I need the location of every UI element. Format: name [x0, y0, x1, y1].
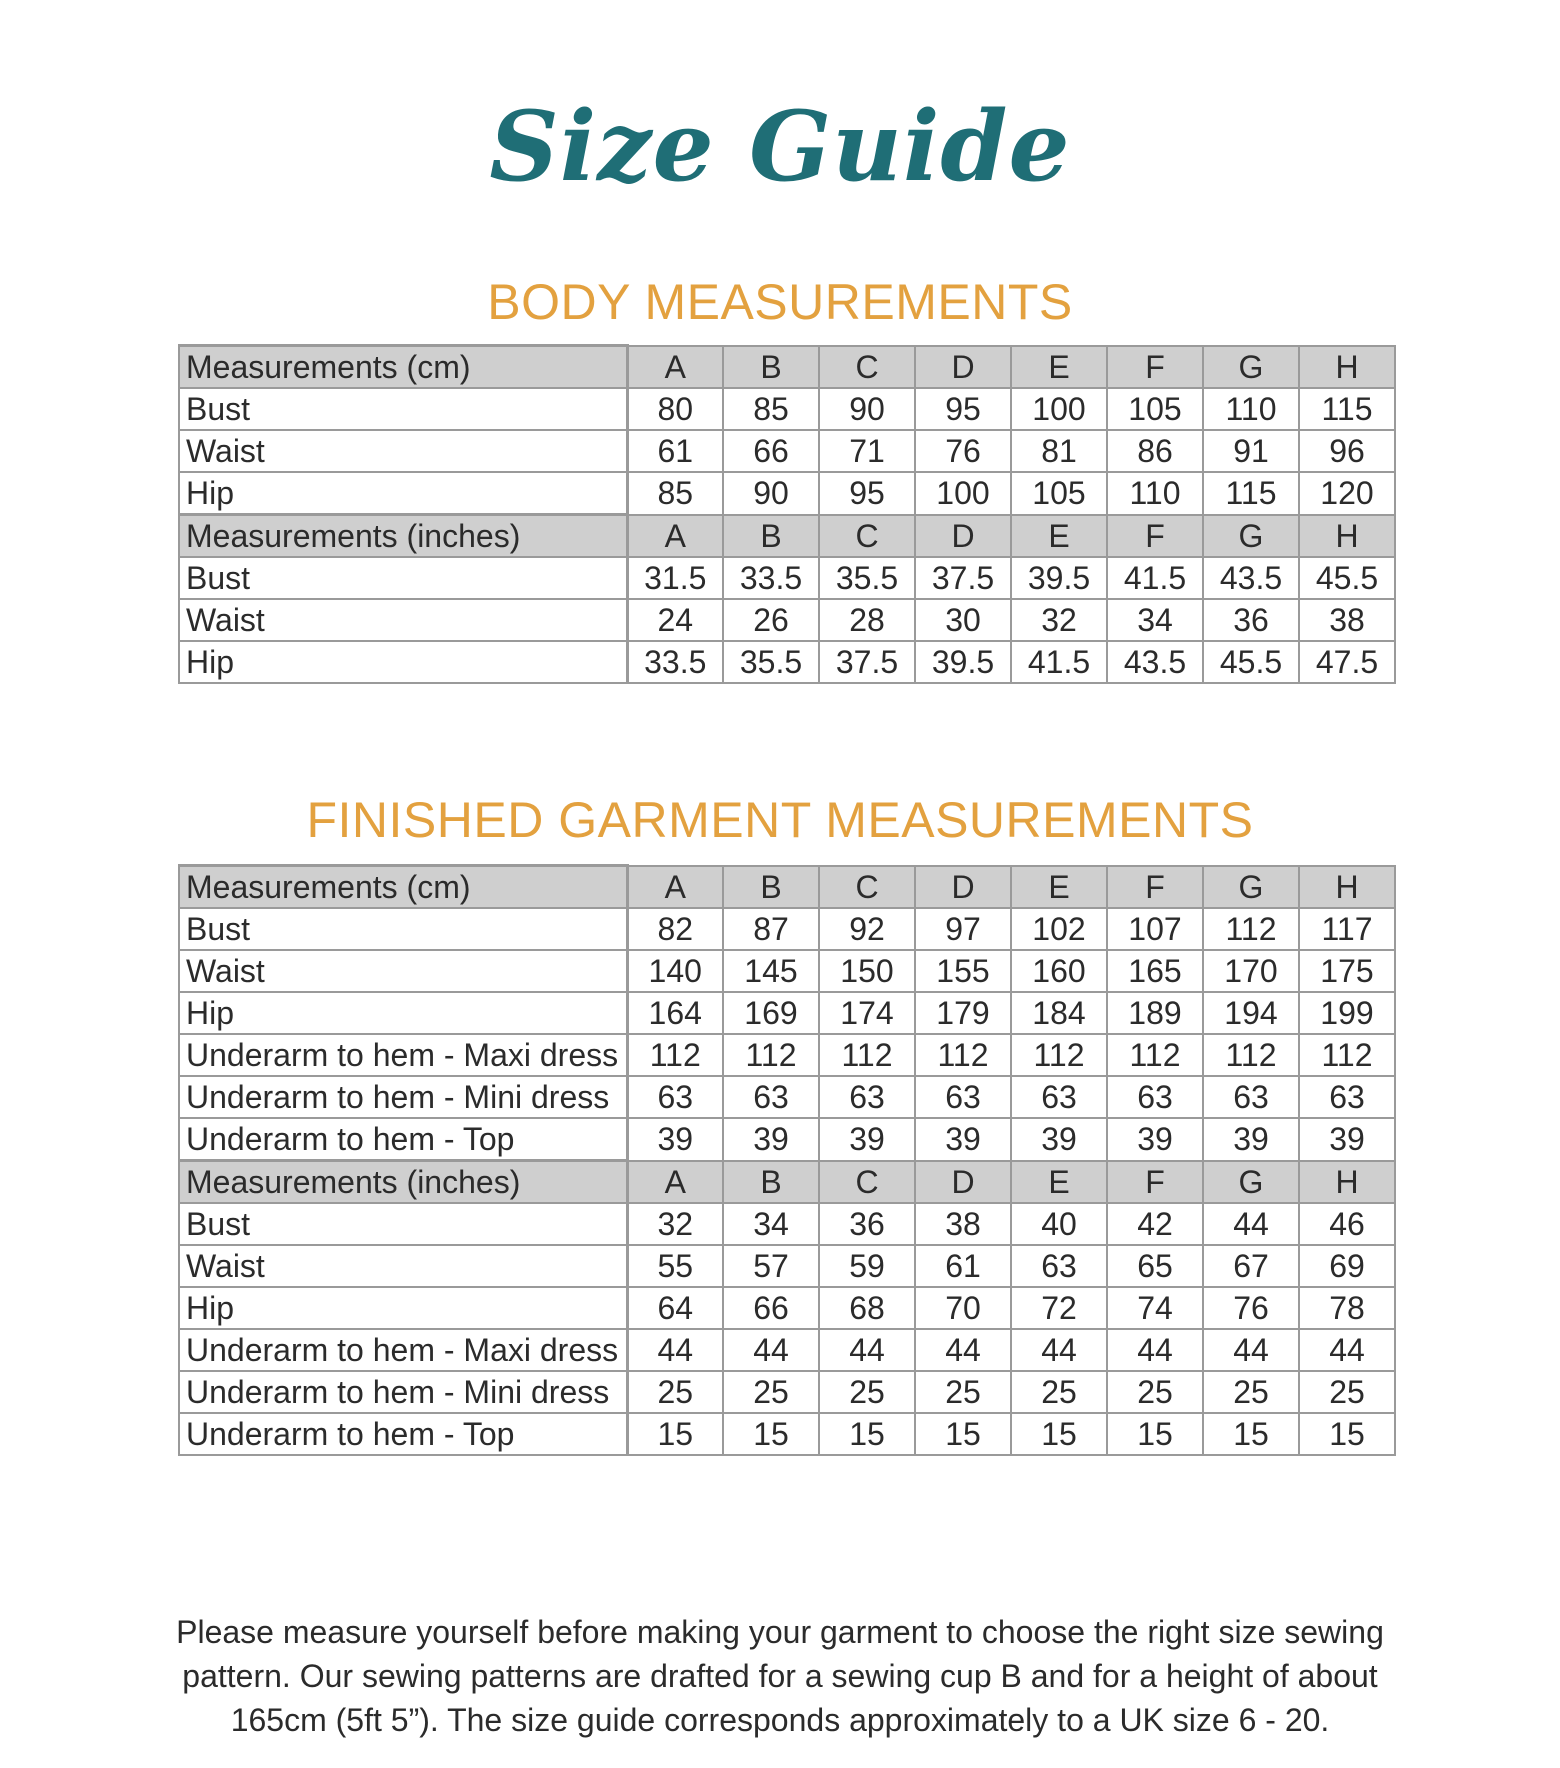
measurement-value: 107: [1107, 908, 1203, 950]
size-header-g: G: [1203, 515, 1299, 558]
measurement-value: 36: [819, 1203, 915, 1245]
measurement-value: 15: [1203, 1413, 1299, 1455]
measurement-value: 90: [723, 472, 819, 515]
measurement-value: 39: [723, 1118, 819, 1161]
measurement-value: 76: [1203, 1287, 1299, 1329]
measurement-value: 63: [1011, 1076, 1107, 1118]
measurement-value: 24: [627, 599, 723, 641]
measurement-value: 117: [1299, 908, 1395, 950]
measurement-value: 39: [1011, 1118, 1107, 1161]
measurement-value: 45.5: [1203, 641, 1299, 683]
measurement-value: 69: [1299, 1245, 1395, 1287]
measurement-value: 100: [915, 472, 1011, 515]
measurements-header-label: Measurements (inches): [179, 515, 627, 558]
size-header-h: H: [1299, 515, 1395, 558]
row-label: Bust: [179, 908, 627, 950]
row-label: Waist: [179, 599, 627, 641]
measurement-value: 100: [1011, 388, 1107, 430]
size-header-row: [179, 866, 1395, 909]
measurement-value: 120: [1299, 472, 1395, 515]
measurement-value: 32: [627, 1203, 723, 1245]
measurement-value: 165: [1107, 950, 1203, 992]
table-row: [179, 1287, 1395, 1329]
measurement-value: 63: [1107, 1076, 1203, 1118]
size-header-a: A: [627, 515, 723, 558]
size-header-a: A: [627, 866, 723, 909]
row-label: Underarm to hem - Maxi dress: [179, 1329, 627, 1371]
garment-measurements-title: FINISHED GARMENT MEASUREMENTS: [306, 792, 1254, 848]
measurement-value: 25: [1203, 1371, 1299, 1413]
measurement-value: 15: [723, 1413, 819, 1455]
measurement-value: 150: [819, 950, 915, 992]
table-row: [179, 557, 1395, 599]
measurement-value: 112: [1203, 1034, 1299, 1076]
size-header-row: [179, 1161, 1395, 1204]
measurement-value: 39: [627, 1118, 723, 1161]
size-header-row: [179, 346, 1395, 389]
measurement-value: 71: [819, 430, 915, 472]
measurement-value: 82: [627, 908, 723, 950]
measurement-value: 112: [723, 1034, 819, 1076]
measurement-value: 25: [1011, 1371, 1107, 1413]
measurement-value: 78: [1299, 1287, 1395, 1329]
measurement-value: 112: [915, 1034, 1011, 1076]
size-header-e: E: [1011, 1161, 1107, 1204]
table-row: [179, 641, 1395, 683]
measurement-value: 42: [1107, 1203, 1203, 1245]
measurements-header-label: Measurements (cm): [179, 866, 627, 909]
size-header-a: A: [627, 346, 723, 389]
measurement-value: 66: [723, 1287, 819, 1329]
measurement-value: 46: [1299, 1203, 1395, 1245]
size-header-b: B: [723, 515, 819, 558]
measurement-value: 92: [819, 908, 915, 950]
size-header-e: E: [1011, 515, 1107, 558]
size-header-b: B: [723, 1161, 819, 1204]
measurement-value: 63: [1203, 1076, 1299, 1118]
measurement-value: 39: [1299, 1118, 1395, 1161]
table-row: [179, 599, 1395, 641]
measurement-value: 179: [915, 992, 1011, 1034]
size-header-g: G: [1203, 346, 1299, 389]
table-row: [179, 908, 1395, 950]
table-row: [179, 430, 1395, 472]
measurement-value: 44: [627, 1329, 723, 1371]
measurement-value: 96: [1299, 430, 1395, 472]
measurement-value: 40: [1011, 1203, 1107, 1245]
measurement-value: 169: [723, 992, 819, 1034]
size-guide-footnote: Please measure yourself before making your garment to choose the right size sewing pattern. Our sewing patterns are drafted for a sewing cup B and for a height of about 165cm (5ft 5”). The size guide corresponds approximately to a UK size 6 - 20.: [176, 1614, 1384, 1738]
measurement-value: 43.5: [1203, 557, 1299, 599]
measurement-value: 31.5: [627, 557, 723, 599]
row-label: Hip: [179, 1287, 627, 1329]
measurement-value: 95: [819, 472, 915, 515]
measurement-value: 15: [1299, 1413, 1395, 1455]
measurement-value: 39: [1107, 1118, 1203, 1161]
measurement-value: 55: [627, 1245, 723, 1287]
size-header-b: B: [723, 866, 819, 909]
table-row: [179, 1118, 1395, 1161]
measurement-value: 25: [1107, 1371, 1203, 1413]
measurement-value: 65: [1107, 1245, 1203, 1287]
size-header-b: B: [723, 346, 819, 389]
measurement-value: 43.5: [1107, 641, 1203, 683]
measurement-value: 28: [819, 599, 915, 641]
measurement-value: 63: [1011, 1245, 1107, 1287]
row-label: Bust: [179, 1203, 627, 1245]
row-label: Underarm to hem - Mini dress: [179, 1076, 627, 1118]
row-label: Waist: [179, 430, 627, 472]
measurement-value: 140: [627, 950, 723, 992]
size-header-f: F: [1107, 346, 1203, 389]
measurement-value: 39: [819, 1118, 915, 1161]
measurement-value: 44: [1299, 1329, 1395, 1371]
size-header-c: C: [819, 1161, 915, 1204]
measurement-value: 81: [1011, 430, 1107, 472]
body-measurements-title: BODY MEASUREMENTS: [487, 274, 1073, 330]
measurement-value: 34: [723, 1203, 819, 1245]
table-row: [179, 388, 1395, 430]
measurement-value: 25: [723, 1371, 819, 1413]
measurement-value: 68: [819, 1287, 915, 1329]
measurement-value: 37.5: [915, 557, 1011, 599]
measurement-value: 76: [915, 430, 1011, 472]
measurement-value: 30: [915, 599, 1011, 641]
size-header-c: C: [819, 346, 915, 389]
measurement-value: 33.5: [627, 641, 723, 683]
measurement-value: 174: [819, 992, 915, 1034]
measurement-value: 63: [723, 1076, 819, 1118]
measurement-value: 39.5: [915, 641, 1011, 683]
table-row: [179, 1034, 1395, 1076]
table-row: [179, 472, 1395, 515]
measurement-value: 184: [1011, 992, 1107, 1034]
measurement-value: 97: [915, 908, 1011, 950]
measurement-value: 66: [723, 430, 819, 472]
measurement-value: 25: [627, 1371, 723, 1413]
row-label: Underarm to hem - Top: [179, 1118, 627, 1161]
size-header-c: C: [819, 866, 915, 909]
measurement-value: 57: [723, 1245, 819, 1287]
row-label: Hip: [179, 472, 627, 515]
size-header-d: D: [915, 515, 1011, 558]
measurement-value: 112: [1203, 908, 1299, 950]
measurement-value: 63: [819, 1076, 915, 1118]
row-label: Waist: [179, 950, 627, 992]
measurement-value: 44: [819, 1329, 915, 1371]
size-header-h: H: [1299, 866, 1395, 909]
measurement-value: 44: [1203, 1203, 1299, 1245]
row-label: Underarm to hem - Mini dress: [179, 1371, 627, 1413]
size-header-f: F: [1107, 1161, 1203, 1204]
measurement-value: 160: [1011, 950, 1107, 992]
measurement-value: 72: [1011, 1287, 1107, 1329]
measurement-value: 105: [1107, 388, 1203, 430]
measurement-value: 38: [1299, 599, 1395, 641]
measurement-value: 15: [627, 1413, 723, 1455]
measurement-value: 115: [1203, 472, 1299, 515]
measurement-value: 45.5: [1299, 557, 1395, 599]
size-header-f: F: [1107, 866, 1203, 909]
size-header-g: G: [1203, 1161, 1299, 1204]
measurement-value: 15: [819, 1413, 915, 1455]
measurement-value: 102: [1011, 908, 1107, 950]
measurement-value: 145: [723, 950, 819, 992]
measurement-value: 39: [1203, 1118, 1299, 1161]
size-header-e: E: [1011, 866, 1107, 909]
measurement-value: 44: [915, 1329, 1011, 1371]
measurement-value: 44: [723, 1329, 819, 1371]
measurement-value: 15: [1107, 1413, 1203, 1455]
table-row: [179, 950, 1395, 992]
size-header-d: D: [915, 866, 1011, 909]
measurement-value: 112: [627, 1034, 723, 1076]
measurement-value: 61: [915, 1245, 1011, 1287]
table-row: [179, 1329, 1395, 1371]
measurement-value: 39: [915, 1118, 1011, 1161]
measurement-value: 35.5: [723, 641, 819, 683]
measurement-value: 25: [819, 1371, 915, 1413]
measurement-value: 155: [915, 950, 1011, 992]
measurement-value: 112: [1299, 1034, 1395, 1076]
measurement-value: 86: [1107, 430, 1203, 472]
measurement-value: 170: [1203, 950, 1299, 992]
size-header-a: A: [627, 1161, 723, 1204]
garment-measurements-table: [178, 864, 1396, 1456]
measurement-value: 25: [915, 1371, 1011, 1413]
page-title: Size Guide: [489, 90, 1071, 204]
size-header-d: D: [915, 346, 1011, 389]
row-label: Underarm to hem - Maxi dress: [179, 1034, 627, 1076]
table-row: [179, 1076, 1395, 1118]
size-header-h: H: [1299, 346, 1395, 389]
measurement-value: 47.5: [1299, 641, 1395, 683]
measurement-value: 59: [819, 1245, 915, 1287]
measurements-header-label: Measurements (cm): [179, 346, 627, 389]
measurement-value: 15: [915, 1413, 1011, 1455]
measurement-value: 175: [1299, 950, 1395, 992]
row-label: Bust: [179, 557, 627, 599]
measurement-value: 44: [1011, 1329, 1107, 1371]
measurement-value: 41.5: [1011, 641, 1107, 683]
measurement-value: 112: [1011, 1034, 1107, 1076]
measurement-value: 199: [1299, 992, 1395, 1034]
row-label: Waist: [179, 1245, 627, 1287]
row-label: Hip: [179, 641, 627, 683]
measurement-value: 80: [627, 388, 723, 430]
measurement-value: 25: [1299, 1371, 1395, 1413]
measurement-value: 95: [915, 388, 1011, 430]
measurement-value: 38: [915, 1203, 1011, 1245]
measurement-value: 63: [1299, 1076, 1395, 1118]
measurement-value: 194: [1203, 992, 1299, 1034]
measurement-value: 44: [1107, 1329, 1203, 1371]
measurement-value: 63: [627, 1076, 723, 1118]
size-header-e: E: [1011, 346, 1107, 389]
size-header-h: H: [1299, 1161, 1395, 1204]
measurement-value: 15: [1011, 1413, 1107, 1455]
size-header-f: F: [1107, 515, 1203, 558]
measurement-value: 115: [1299, 388, 1395, 430]
measurement-value: 87: [723, 908, 819, 950]
measurement-value: 33.5: [723, 557, 819, 599]
measurement-value: 91: [1203, 430, 1299, 472]
size-header-row: [179, 515, 1395, 558]
row-label: Bust: [179, 388, 627, 430]
measurement-value: 70: [915, 1287, 1011, 1329]
measurement-value: 85: [723, 388, 819, 430]
measurement-value: 74: [1107, 1287, 1203, 1329]
size-header-g: G: [1203, 866, 1299, 909]
measurement-value: 64: [627, 1287, 723, 1329]
measurement-value: 34: [1107, 599, 1203, 641]
measurement-value: 67: [1203, 1245, 1299, 1287]
size-header-c: C: [819, 515, 915, 558]
measurement-value: 41.5: [1107, 557, 1203, 599]
measurement-value: 36: [1203, 599, 1299, 641]
table-row: [179, 1371, 1395, 1413]
measurement-value: 35.5: [819, 557, 915, 599]
table-row: [179, 1203, 1395, 1245]
body-measurements-table: [178, 344, 1396, 684]
measurement-value: 63: [915, 1076, 1011, 1118]
measurement-value: 110: [1107, 472, 1203, 515]
measurement-value: 189: [1107, 992, 1203, 1034]
measurement-value: 164: [627, 992, 723, 1034]
measurements-header-label: Measurements (inches): [179, 1161, 627, 1204]
measurement-value: 112: [1107, 1034, 1203, 1076]
measurement-value: 44: [1203, 1329, 1299, 1371]
measurement-value: 39.5: [1011, 557, 1107, 599]
table-row: [179, 992, 1395, 1034]
table-row: [179, 1245, 1395, 1287]
measurement-value: 110: [1203, 388, 1299, 430]
measurement-value: 112: [819, 1034, 915, 1076]
size-header-d: D: [915, 1161, 1011, 1204]
table-row: [179, 1413, 1395, 1455]
measurement-value: 90: [819, 388, 915, 430]
measurement-value: 105: [1011, 472, 1107, 515]
row-label: Hip: [179, 992, 627, 1034]
measurement-value: 37.5: [819, 641, 915, 683]
measurement-value: 85: [627, 472, 723, 515]
measurement-value: 32: [1011, 599, 1107, 641]
measurement-value: 61: [627, 430, 723, 472]
measurement-value: 26: [723, 599, 819, 641]
row-label: Underarm to hem - Top: [179, 1413, 627, 1455]
